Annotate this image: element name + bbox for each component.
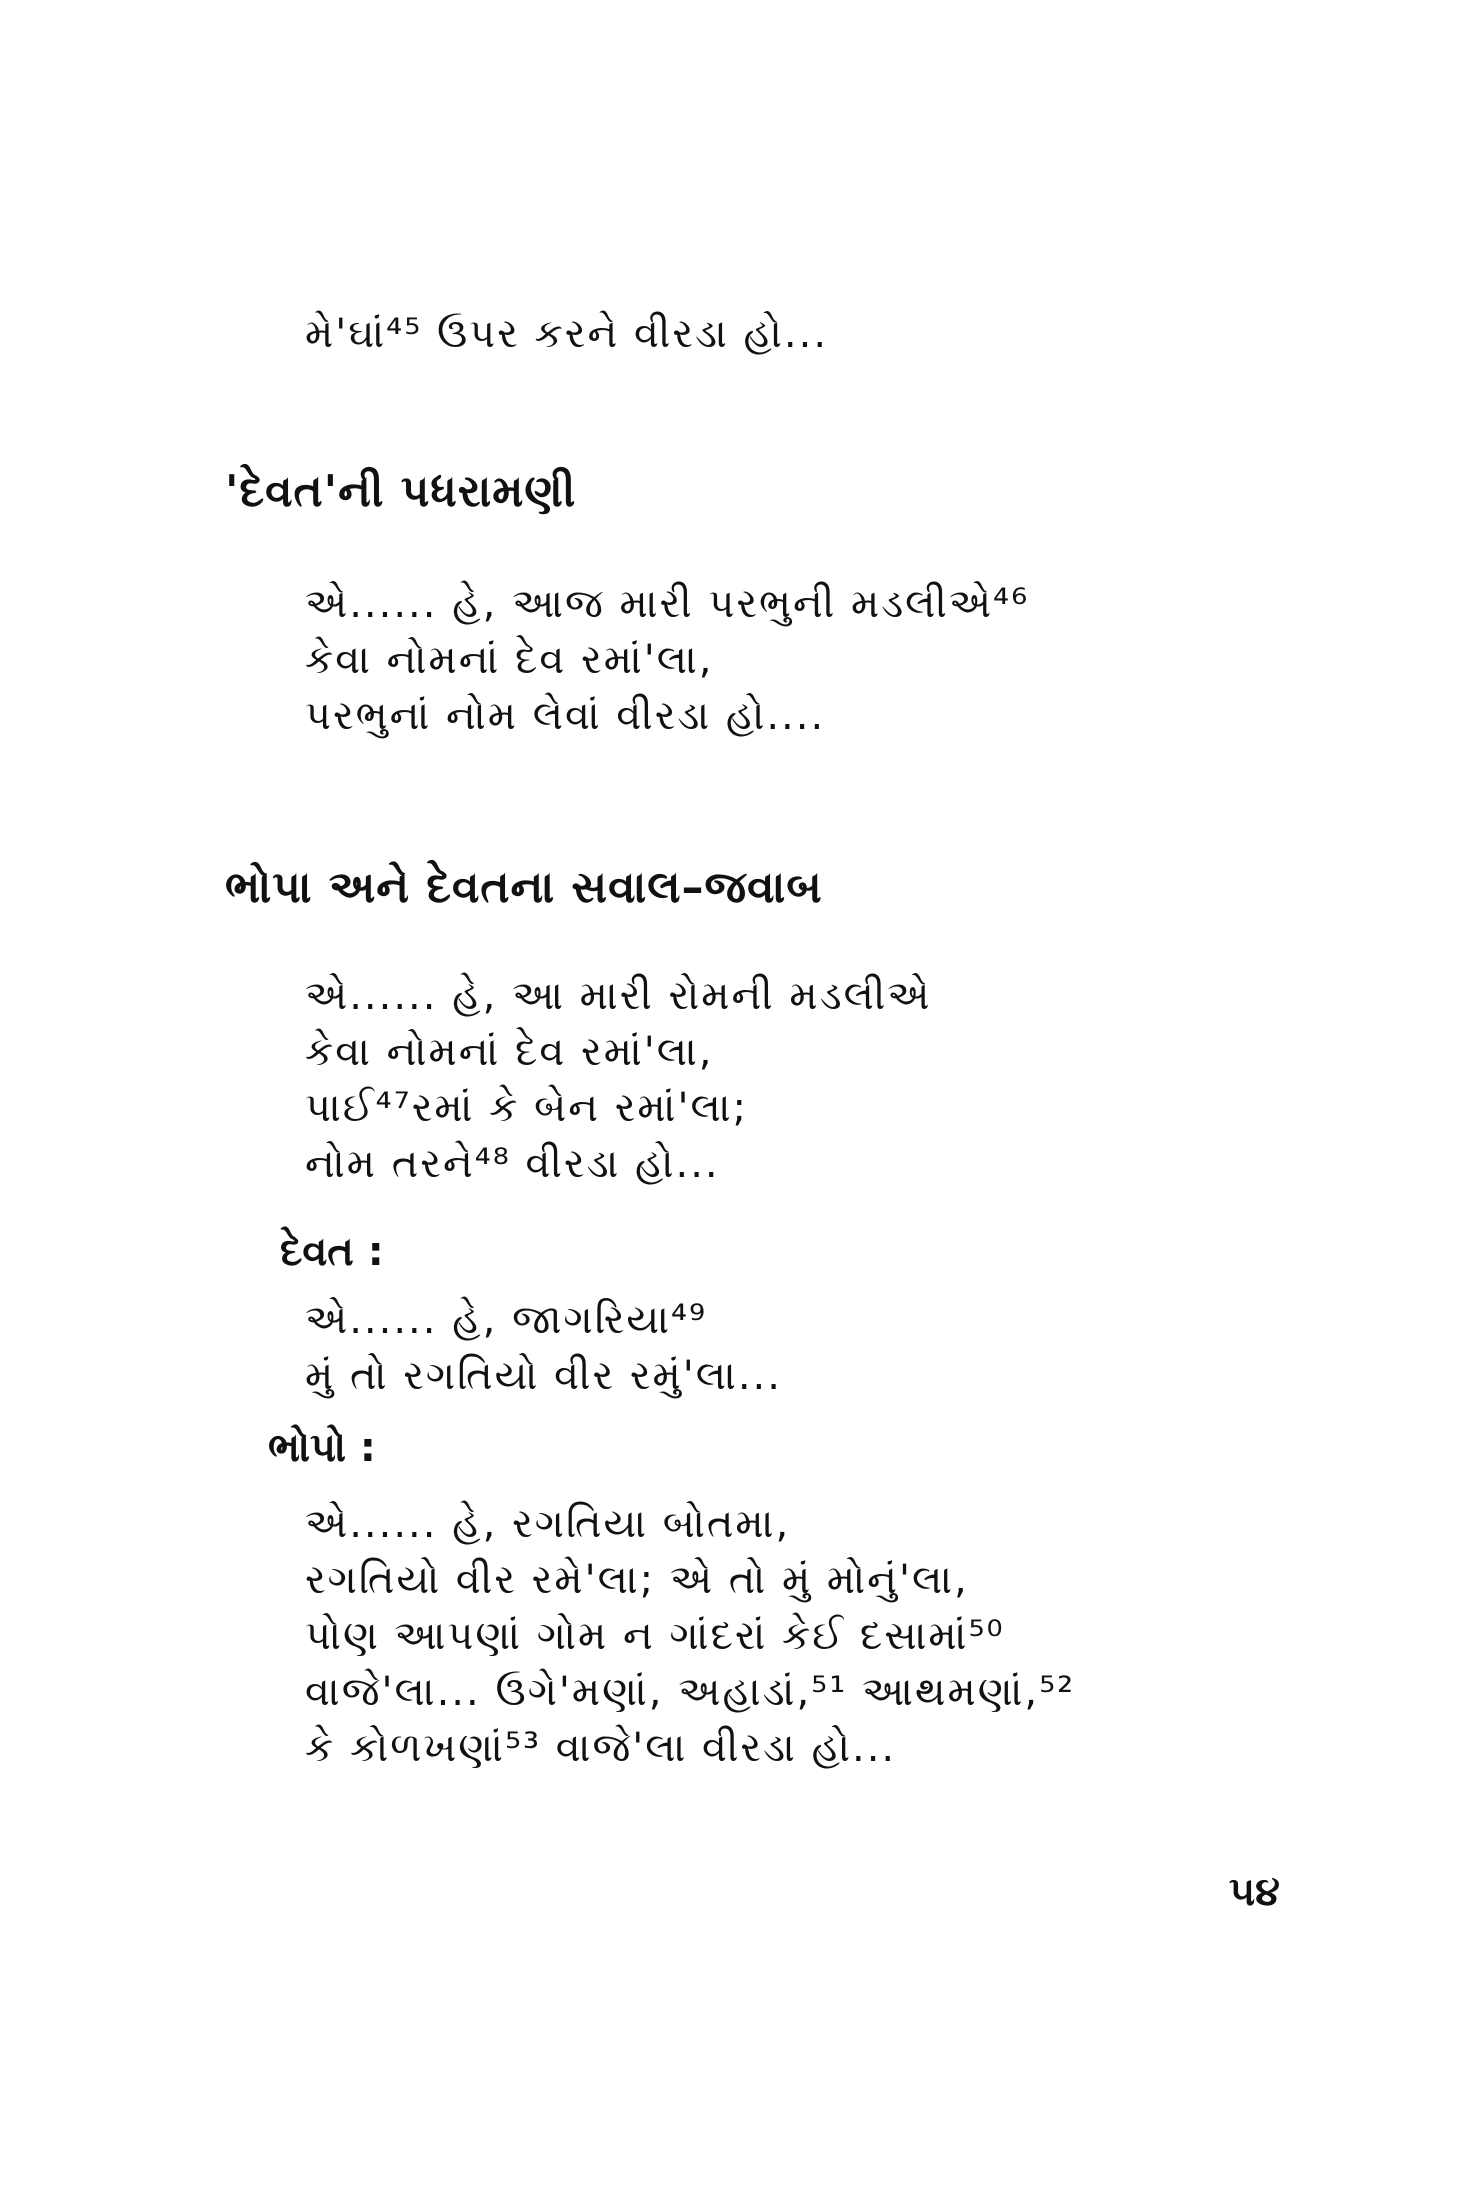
verse-line: એ...... હે, આજ મારી પરભુની મડલીએ⁴⁶ [305,581,1030,627]
verse-line: કેવા નોમનાં દેવ રમાં'લા, [305,1029,714,1075]
verse-line: પોણ આપણાં ગોમ ન ગાંદરાં કેઈ દસામાં⁵⁰ [305,1613,1005,1659]
verse-line: કેવા નોમનાં દેવ રમાં'લા, [305,637,714,683]
section-heading-devat-padharamani: 'દેવત'ની પધરામણી [225,466,577,517]
verse-line: પાઈ⁴⁷રમાં કે બેન રમાં'લા; [305,1085,748,1131]
verse-line: એ...... હે, આ મારી રોમની મડલીએ [305,973,932,1019]
verse-line: રગતિયો વીર રમે'લા; એ તો મું મોનું'લા, [305,1557,969,1603]
verse-line: એ...... હે, જાગરિયા⁴⁹ [305,1297,708,1343]
speaker-label-bhopo: ભોપો : [268,1425,376,1471]
verse-line: મું તો રગતિયો વીર રમું'લા... [305,1353,782,1399]
section-heading-bhopa-devat-dialogue: ભોપા અને દેવતના સવાલ–જવાબ [225,862,823,913]
verse-line: નોમ તરને⁴⁸ વીરડા હો... [305,1141,720,1187]
opening-line: મે'ઘાં⁴⁵ ઉપર કરને વીરડા હો... [305,311,829,357]
verse-line: વાજે'લા... ઉગે'મણાં, અહાડાં,⁵¹ આથમણાં,⁵² [305,1669,1076,1715]
speaker-label-devat: દેવત : [280,1229,384,1275]
verse-line: કે કોળખણાં⁵³ વાજે'લા વીરડા હો... [305,1725,897,1771]
page-number: ૫૪ [1228,1869,1280,1915]
verse-line: એ...... હે, રગતિયા બોતમા, [305,1501,791,1547]
verse-line: પરભુનાં નોમ લેવાં વીરડા હો.... [305,693,826,739]
